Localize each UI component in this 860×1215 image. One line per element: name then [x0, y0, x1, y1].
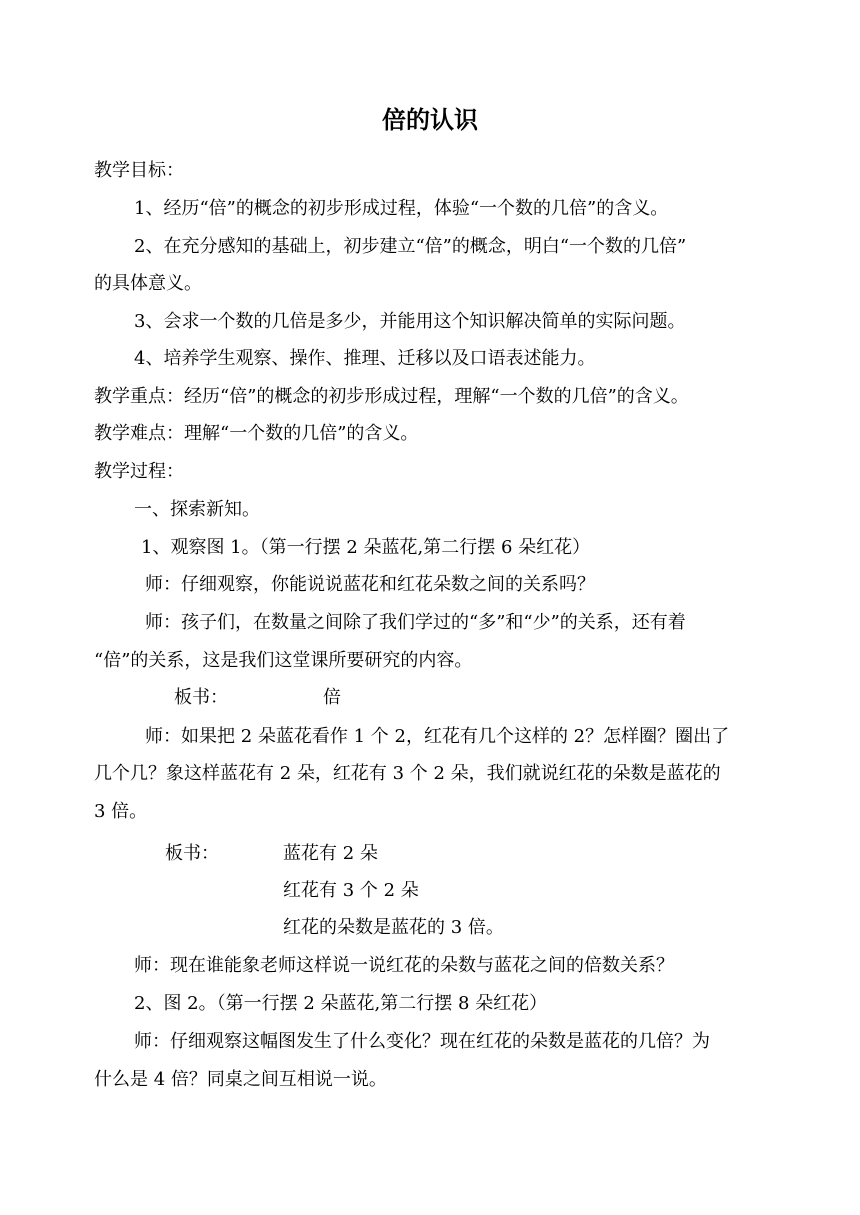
board-label-1: 板书：	[174, 687, 228, 708]
board-line-1: 蓝花有 2 朵	[283, 843, 378, 864]
board-line-2: 红花有 3 个 2 朵	[283, 880, 419, 901]
step-2: 2、图 2。（第一行摆 2 朵蓝花,第二行摆 8 朵红花）	[134, 993, 548, 1014]
teacher-line-3: 师：如果把 2 朵蓝花看作 1 个 2，红花有几个这样的 2？怎样圈？圈出了	[145, 726, 730, 747]
teacher-line-3-end: 3 倍。	[94, 801, 148, 822]
step-1: 1、观察图 1。（第一行摆 2 朵蓝花,第二行摆 6 朵红花）	[141, 537, 591, 558]
teacher-line-3-continued: 几个几？象这样蓝花有 2 朵，红花有 3 个 2 朵，我们就说红花的朵数是蓝花的	[94, 763, 721, 784]
teacher-line-5: 师：仔细观察这幅图发生了什么变化？现在红花的朵数是蓝花的几倍？为	[134, 1031, 710, 1052]
objective-2: 2、在充分感知的基础上，初步建立“倍”的概念，明白“一个数的几倍”	[134, 236, 687, 257]
teacher-line-2-continued: “倍”的关系，这是我们这堂课所要研究的内容。	[94, 650, 473, 671]
section-heading-explore: 一、探索新知。	[134, 499, 260, 520]
board-label-2: 板书：	[165, 843, 219, 864]
key-point: 教学重点：经历“倍”的概念的初步形成过程，理解“一个数的几倍”的含义。	[94, 386, 689, 407]
board-line-3: 红花的朵数是蓝花的 3 倍。	[283, 917, 504, 938]
difficult-point: 教学难点：理解“一个数的几倍”的含义。	[94, 423, 419, 444]
document-title: 倍的认识	[382, 105, 478, 134]
teacher-line-5-continued: 什么是 4 倍？同桌之间互相说一说。	[94, 1069, 387, 1090]
objective-2-continued: 的具体意义。	[94, 273, 202, 294]
objective-1: 1、经历“倍”的概念的初步形成过程，体验“一个数的几倍”的含义。	[134, 198, 669, 219]
objective-4: 4、培养学生观察、操作、推理、迁移以及口语表述能力。	[134, 348, 596, 369]
process-heading: 教学过程：	[94, 461, 184, 482]
teacher-line-4: 师：现在谁能象老师这样说一说红花的朵数与蓝花之间的倍数关系？	[134, 955, 674, 976]
teacher-line-1: 师：仔细观察，你能说说蓝花和红花朵数之间的关系吗？	[145, 574, 595, 595]
board-content-1: 倍	[323, 687, 341, 708]
objectives-heading: 教学目标：	[94, 160, 184, 181]
objective-3: 3、会求一个数的几倍是多少，并能用这个知识解决简单的实际问题。	[134, 311, 686, 332]
teacher-line-2: 师：孩子们，在数量之间除了我们学过的“多”和“少”的关系，还有着	[145, 612, 686, 633]
